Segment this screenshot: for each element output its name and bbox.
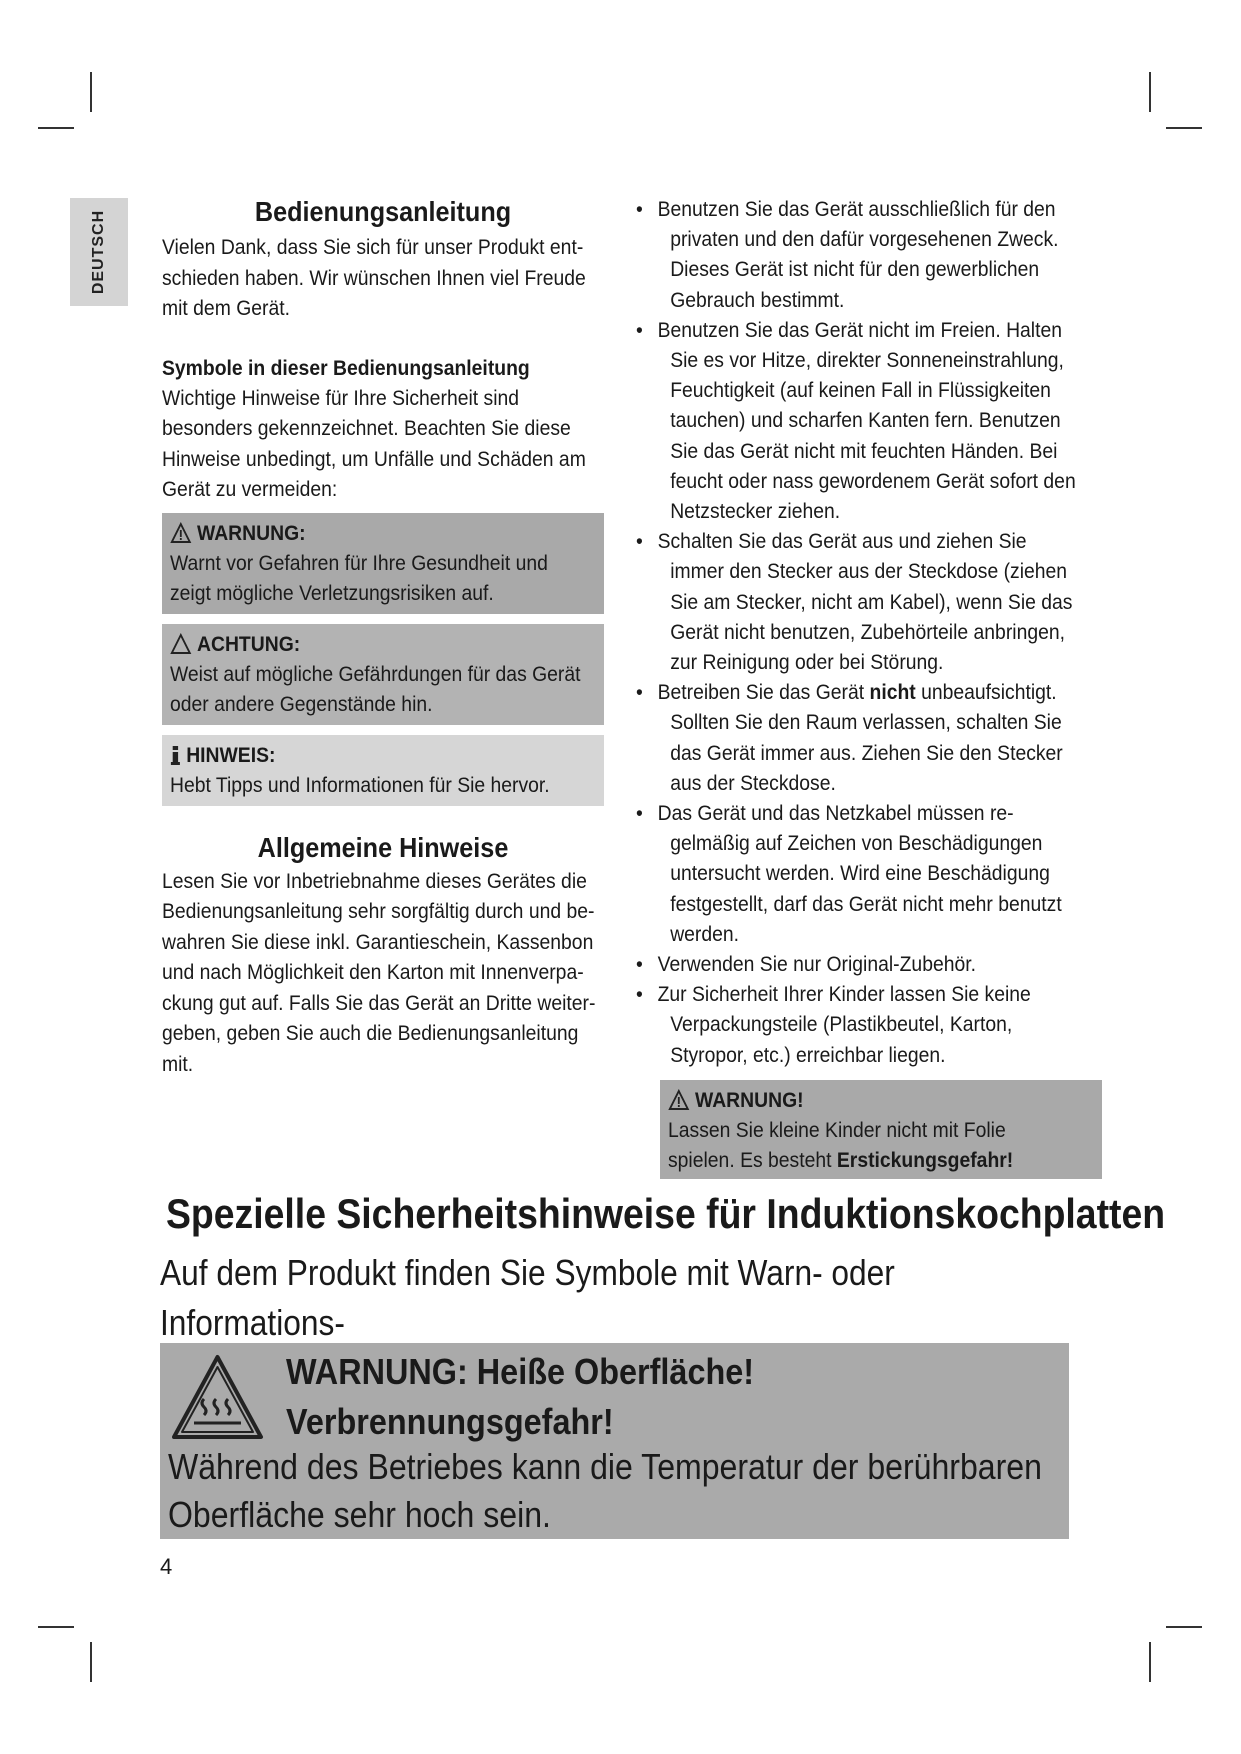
list-item: • Verwenden Sie nur Original-Zubehör. — [636, 949, 1107, 979]
text-line: Feuchtigkeit (auf keinen Fall in Flüssigkeiten — [670, 378, 1051, 403]
text-line: Sie am Stecker, nicht am Kabel), wenn Sie das — [670, 589, 1073, 614]
crop-mark — [38, 127, 74, 129]
text-line: Gerät zu vermeiden: — [162, 477, 338, 501]
text-line — [658, 677, 1108, 707]
text-line: Verwenden Sie nur Original-Zubehör. — [657, 952, 976, 977]
text-line: Oberfläche sehr hoch sein. — [168, 1494, 551, 1535]
text-line: festgestellt, darf das Gerät nicht mehr benutzt — [670, 891, 1062, 916]
text-line: ckung gut auf. Falls Sie das Gerät an Dritte weiter- — [162, 990, 596, 1015]
info-icon — [170, 744, 181, 766]
list-item: • Betreiben Sie das Gerät nicht unbeaufsichtigt. Sollten Sie den Raum verlassen, schalten Sie das Gerät immer aus. Ziehen Sie den Stecker aus der Steckdose. — [636, 677, 1107, 798]
child-warning-label: WARNUNG! — [695, 1087, 804, 1112]
manual-title: Bedienungsanleitung — [254, 196, 512, 227]
text-line: Gebrauch bestimmt. — [670, 287, 845, 312]
hot-surface-icon — [170, 1353, 265, 1441]
text-line: Zur Sicherheit Ihrer Kinder lassen Sie keine — [657, 982, 1031, 1007]
text-line: untersucht werden. Wird eine Beschädigung — [670, 861, 1050, 886]
text-line: werden. — [670, 921, 740, 946]
crop-mark — [90, 1642, 92, 1682]
warning-triangle-icon — [668, 1089, 690, 1111]
text-line: Auf dem Produkt finden Sie Symbole mit Warn- oder Informations- — [160, 1252, 895, 1343]
page-number: 4 — [160, 1554, 173, 1579]
text-line: Netzstecker ziehen. — [670, 499, 841, 524]
language-tab — [70, 198, 128, 306]
list-item: • Das Gerät und das Netzkabel müssen re- gelmäßig auf Zeichen von Beschädigungen untersucht werden. Wird eine Beschädigung festgestellt, darf das Gerät nicht mehr benutzt werden. — [636, 798, 1107, 949]
child-warning-text — [668, 1115, 1094, 1175]
left-column — [162, 196, 604, 1079]
text-line: Wichtige Hinweise für Ihre Sicherheit sind — [162, 385, 520, 410]
text-line: Schalten Sie das Gerät aus und ziehen Sie — [657, 529, 1027, 554]
text-line: immer den Stecker aus der Steckdose (ziehen — [670, 559, 1068, 584]
text-line: aus der Steckdose. — [670, 770, 836, 795]
text-line: WARNUNG: Heiße Oberfläche! — [286, 1351, 755, 1392]
text-line: Lesen Sie vor Inbetriebnahme dieses Gerätes die — [162, 868, 587, 893]
text-line: und nach Möglichkeit den Karton mit Innenverpa- — [162, 960, 584, 984]
text-span: unbeaufsichtigt. — [915, 680, 1057, 705]
text-line: wahren Sie diese inkl. Garantieschein, Kassenbon — [162, 929, 594, 954]
list-item: • Schalten Sie das Gerät aus und ziehen Sie immer den Stecker aus der Steckdose (ziehen Sie am Stecker, nicht am Kabel), wenn Sie das Gerät nicht benutzen, Zubehörteile anbringen, zur Reinigung oder bei Störung. — [636, 526, 1107, 677]
text-line: mit dem Gerät. — [162, 296, 290, 320]
caution-text — [170, 659, 596, 719]
special-safety-title: Spezielle Sicherheitshinweise für Induktionskochplatten — [166, 1190, 1166, 1237]
text-line: Vielen Dank, dass Sie sich für unser Produkt ent- — [162, 235, 584, 259]
text-line: Verbrennungsgefahr! — [286, 1401, 614, 1442]
caution-box-title — [170, 629, 596, 659]
text-line: geben, geben Sie auch die Bedienungsanleitung — [162, 1021, 579, 1045]
warning-box-title — [170, 518, 596, 548]
text-span: spielen. Es besteht — [668, 1147, 837, 1172]
text-line: oder andere Gegenstände hin. — [170, 691, 433, 716]
text-line: Dieses Gerät ist nicht für den gewerblichen — [670, 257, 1040, 282]
list-item: • Benutzen Sie das Gerät ausschließlich für den privaten und den dafür vorgesehenen Zweck. Dieses Gerät ist nicht für den gewerblichen Gebrauch bestimmt. — [636, 194, 1107, 315]
text-line: Weist auf mögliche Gefährdungen für das Gerät — [170, 661, 581, 686]
crop-mark — [90, 72, 92, 112]
hot-surface-text — [168, 1443, 1058, 1539]
text-span: Betreiben Sie das Gerät — [657, 680, 870, 705]
text-line: das Gerät immer aus. Ziehen Sie den Stecker — [670, 740, 1063, 765]
text-line: besonders gekennzeichnet. Beachten Sie diese — [162, 416, 571, 440]
child-warning-box — [660, 1080, 1102, 1179]
caution-label: ACHTUNG: — [197, 631, 301, 656]
child-warning-title — [668, 1085, 1094, 1115]
text-line: schieden haben. Wir wünschen Ihnen viel Freude — [162, 265, 586, 290]
safety-list — [636, 194, 1086, 1070]
text-line: Lassen Sie kleine Kinder nicht mit Folie — [668, 1117, 1006, 1142]
caution-box — [162, 624, 604, 725]
warning-box — [162, 513, 604, 614]
language-tab-label: DEUTSCH — [90, 209, 107, 295]
text-line: Sie es vor Hitze, direkter Sonneneinstrahlung, — [670, 348, 1064, 373]
note-text — [170, 770, 596, 800]
right-column — [636, 194, 1086, 1179]
text-line: gelmäßig auf Zeichen von Beschädigungen — [670, 831, 1043, 856]
warning-triangle-icon — [170, 522, 192, 544]
text-line: zur Reinigung oder bei Störung. — [670, 650, 944, 675]
text-line: Styropor, etc.) erreichbar liegen. — [670, 1042, 946, 1067]
list-item: • Zur Sicherheit Ihrer Kinder lassen Sie keine Verpackungsteile (Plastikbeutel, Karton, Styropor, etc.) erreichbar liegen. — [636, 979, 1107, 1070]
general-paragraph — [162, 866, 604, 1080]
text-line: Während des Betriebes kann die Temperatur der berührbaren — [168, 1446, 1042, 1487]
text-line: Das Gerät und das Netzkabel müssen re- — [657, 801, 1014, 826]
intro-paragraph — [162, 232, 604, 324]
hot-surface-warning-box — [160, 1343, 1069, 1539]
text-line: privaten und den dafür vorgesehenen Zweck. — [670, 227, 1059, 252]
text-line: tauchen) und scharfen Kanten fern. Benutzen — [670, 408, 1061, 433]
symbols-paragraph — [162, 383, 604, 505]
text-line: Sollten Sie den Raum verlassen, schalten Sie — [670, 710, 1062, 735]
text-line: feucht oder nass gewordenem Gerät sofort den — [670, 468, 1076, 493]
emphasis-text: nicht — [869, 680, 916, 705]
text-line: zeigt mögliche Verletzungsrisiken auf. — [170, 580, 494, 605]
symbols-heading: Symbole in dieser Bedienungsanleitung — [162, 355, 530, 380]
text-line: Benutzen Sie das Gerät nicht im Freien. Halten — [657, 317, 1063, 342]
warning-label: WARNUNG: — [197, 520, 306, 545]
crop-mark — [1149, 1642, 1151, 1682]
text-line: Verpackungsteile (Plastikbeutel, Karton, — [670, 1012, 1013, 1037]
crop-mark — [1166, 127, 1202, 129]
note-box-title — [170, 740, 596, 770]
list-item: • Benutzen Sie das Gerät nicht im Freien. Halten Sie es vor Hitze, direkter Sonneneinstrahlung, Feuchtigkeit (auf keinen Fall in Flüssigkeiten tauchen) und scharfen Kanten fern. Benutzen Sie das Gerät nicht mit feuchten Händen. Bei feucht oder nass gewordenem Gerät sofort den Netzstecker ziehen. — [636, 315, 1107, 526]
crop-mark — [1166, 1626, 1202, 1628]
text-line: Gerät nicht benutzen, Zubehörteile anbringen, — [670, 619, 1065, 644]
text-line: Bedienungsanleitung sehr sorgfältig durch und be- — [162, 899, 595, 923]
text-line: Benutzen Sie das Gerät ausschließlich für den — [657, 197, 1056, 221]
text-line: Hinweise unbedingt, um Unfälle und Schäden am — [162, 446, 586, 471]
caution-triangle-icon — [170, 633, 192, 655]
text-line: Warnt vor Gefahren für Ihre Gesundheit und — [170, 550, 548, 575]
note-box — [162, 735, 604, 806]
crop-mark — [38, 1626, 74, 1628]
general-title: Allgemeine Hinweise — [257, 831, 509, 863]
warning-text — [170, 548, 596, 608]
note-label: HINWEIS: — [186, 742, 276, 767]
text-line: Hebt Tipps und Informationen für Sie hervor. — [170, 772, 550, 797]
emphasis-text: Erstickungsgefahr! — [836, 1147, 1014, 1172]
hot-surface-title — [286, 1347, 754, 1447]
text-line: Sie das Gerät nicht mit feuchten Händen. Bei — [670, 438, 1058, 463]
crop-mark — [1149, 72, 1151, 112]
text-line — [668, 1145, 1094, 1175]
text-line: mit. — [162, 1051, 194, 1076]
